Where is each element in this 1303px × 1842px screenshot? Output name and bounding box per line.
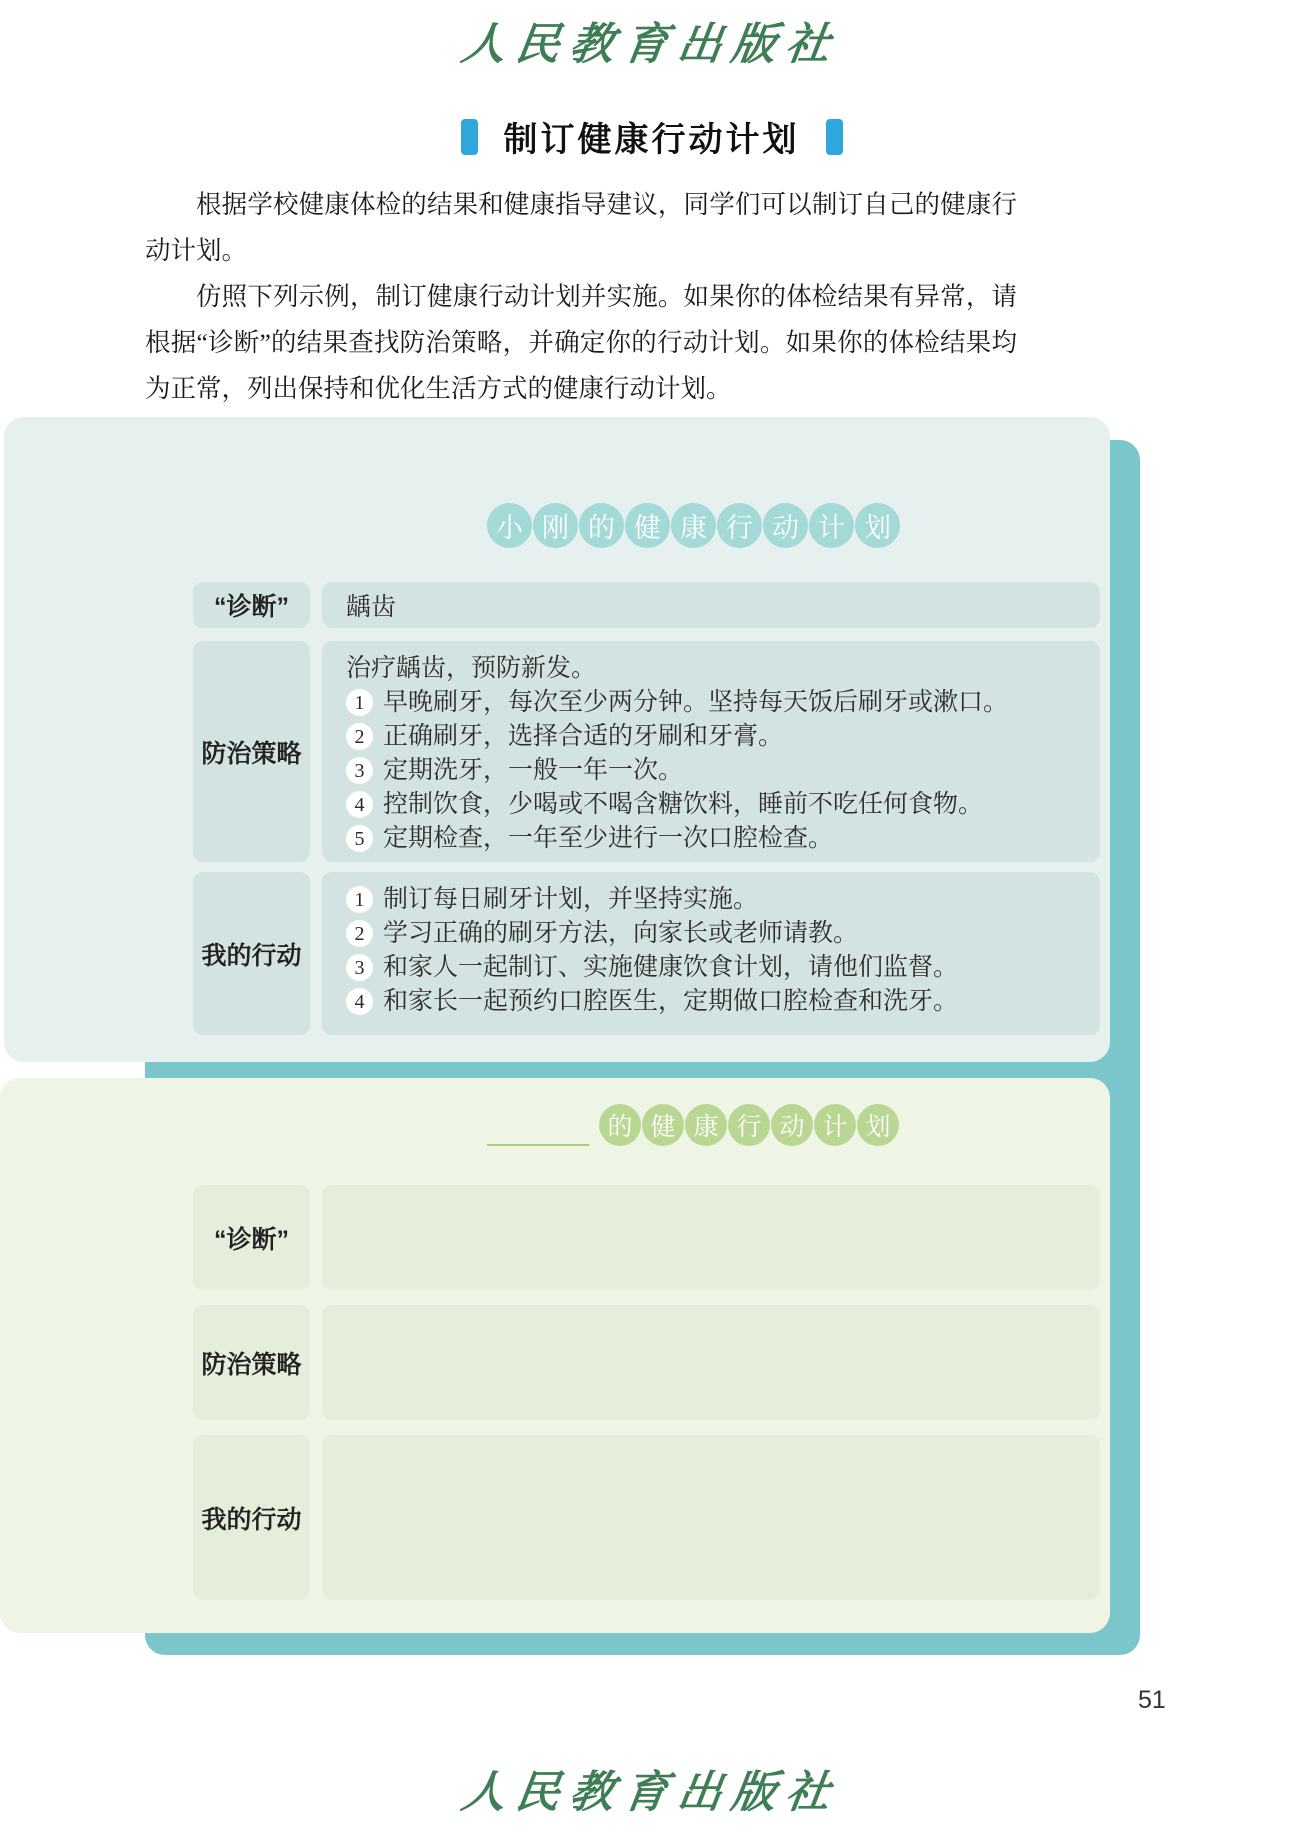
action-item xyxy=(346,950,1080,984)
action-item-text: 和家人一起制订、实施健康饮食计划，请他们监督。 xyxy=(383,952,959,981)
title-char-circle: 划 xyxy=(855,503,900,548)
item-number-badge: 4 xyxy=(346,988,373,1015)
title-char-circle: 康 xyxy=(671,503,716,548)
strategy-item-text: 控制饮食，少喝或不喝含糖饮料，睡前不吃任何食物。 xyxy=(383,789,984,818)
strategy-label: 防治策略 xyxy=(193,641,310,862)
action-item xyxy=(346,916,1080,950)
blank-plan-card xyxy=(0,1078,1110,1633)
strategy-item xyxy=(346,685,1080,719)
example-card-title xyxy=(487,503,901,548)
diagnosis-label: “诊断” xyxy=(193,582,310,628)
title-char-circle: 健 xyxy=(625,503,670,548)
title-char-circle: 刚 xyxy=(533,503,578,548)
page-title-row xyxy=(0,112,1303,161)
intro-text xyxy=(145,182,1017,412)
action-item xyxy=(346,984,1080,1018)
item-number-badge: 3 xyxy=(346,954,373,981)
page-title: 制订健康行动计划 xyxy=(503,121,800,159)
blank-diagnosis-area xyxy=(322,1185,1100,1290)
blank-actions-area xyxy=(322,1435,1100,1600)
strategy-content xyxy=(322,641,1100,862)
title-char-circle: 计 xyxy=(809,503,854,548)
strategy-item-text: 定期检查，一年至少进行一次口腔检查。 xyxy=(383,823,834,852)
title-accent-bar-left-icon xyxy=(461,119,478,155)
item-number-badge: 2 xyxy=(346,723,373,750)
name-blank-line xyxy=(487,1106,589,1146)
title-char-circle: 动 xyxy=(771,1104,813,1146)
blank-card-title xyxy=(487,1104,900,1146)
item-number-badge: 1 xyxy=(346,689,373,716)
publisher-logo-bottom: 人民教育出版社 xyxy=(458,1767,844,1818)
title-char-circle: 划 xyxy=(857,1104,899,1146)
item-number-badge: 4 xyxy=(346,791,373,818)
strategy-item-text: 早晚刷牙，每次至少两分钟。坚持每天饭后刷牙或漱口。 xyxy=(383,687,1009,716)
publisher-logo-top: 人民教育出版社 xyxy=(458,19,844,70)
intro-paragraph-2: 仿照下列示例，制订健康行动计划并实施。如果你的体检结果有异常，请根据“诊断”的结果查找防治策略，并确定你的行动计划。如果你的体检结果均为正常，列出保持和优化生活方式的健康行动计划。 xyxy=(145,282,1017,403)
title-accent-bar-right-icon xyxy=(826,119,843,155)
strategy-item xyxy=(346,821,1080,855)
page-number: 51 xyxy=(1138,1686,1166,1714)
title-char-circle: 的 xyxy=(579,503,624,548)
title-char-circle: 健 xyxy=(642,1104,684,1146)
strategy-item xyxy=(346,753,1080,787)
strategy-item xyxy=(346,719,1080,753)
strategy-item-text: 正确刷牙，选择合适的牙刷和牙膏。 xyxy=(383,721,784,750)
title-char-circle: 行 xyxy=(717,503,762,548)
blank-diagnosis-label: “诊断” xyxy=(193,1185,310,1290)
actions-content xyxy=(322,872,1100,1035)
strategy-intro: 治疗龋齿，预防新发。 xyxy=(346,653,597,682)
action-item xyxy=(346,882,1080,916)
example-plan-card xyxy=(4,417,1110,1062)
action-item-text: 制订每日刷牙计划，并坚持实施。 xyxy=(383,884,759,913)
diagnosis-value: 龋齿 xyxy=(322,582,1100,628)
action-item-text: 和家长一起预约口腔医生，定期做口腔检查和洗牙。 xyxy=(383,986,959,1015)
title-char-circle: 康 xyxy=(685,1104,727,1146)
title-char-circle: 的 xyxy=(599,1104,641,1146)
intro-paragraph-1: 根据学校健康体检的结果和健康指导建议，同学们可以制订自己的健康行动计划。 xyxy=(145,190,1017,265)
blank-strategy-label: 防治策略 xyxy=(193,1305,310,1420)
item-number-badge: 2 xyxy=(346,920,373,947)
item-number-badge: 5 xyxy=(346,825,373,852)
title-char-circle: 动 xyxy=(763,503,808,548)
item-number-badge: 3 xyxy=(346,757,373,784)
actions-label: 我的行动 xyxy=(193,872,310,1035)
action-item-text: 学习正确的刷牙方法，向家长或老师请教。 xyxy=(383,918,859,947)
title-char-circle: 小 xyxy=(487,503,532,548)
blank-actions-label: 我的行动 xyxy=(193,1435,310,1600)
strategy-item xyxy=(346,787,1080,821)
title-char-circle: 行 xyxy=(728,1104,770,1146)
strategy-item-text: 定期洗牙，一般一年一次。 xyxy=(383,755,684,784)
title-char-circle: 计 xyxy=(814,1104,856,1146)
item-number-badge: 1 xyxy=(346,886,373,913)
blank-strategy-area xyxy=(322,1305,1100,1420)
